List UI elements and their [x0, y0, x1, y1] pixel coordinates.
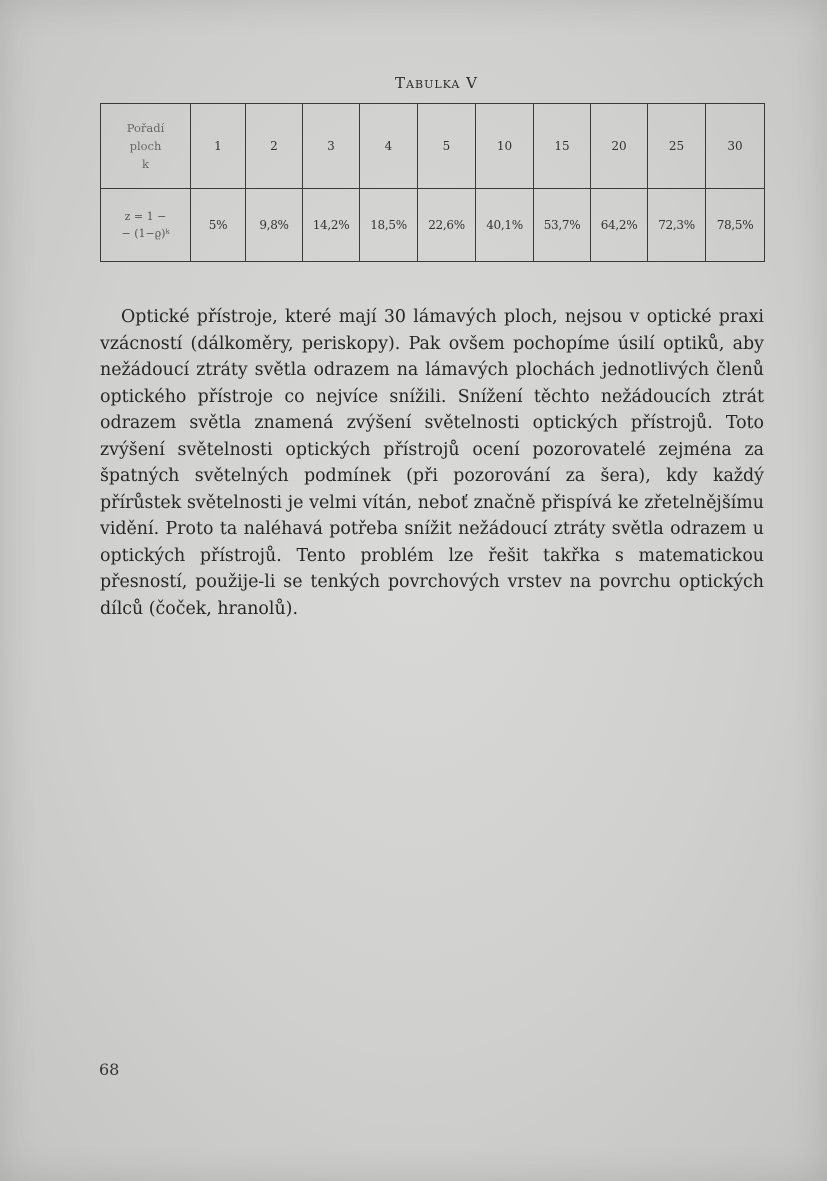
table-cell-value: 53,7% [534, 189, 591, 262]
table-cell-value: 72,3% [648, 189, 706, 262]
table-cell-value: 5% [191, 189, 246, 262]
row-header-formula: z = 1 − − (1−ϱ)ᵏ [101, 189, 191, 262]
table-cell-value: 40,1% [476, 189, 534, 262]
data-table [100, 103, 765, 262]
column-header: 30 [706, 104, 765, 189]
table-cell-value: 9,8% [246, 189, 303, 262]
table-cell-value: 22,6% [418, 189, 476, 262]
page-number: 68 [99, 1060, 120, 1079]
table-cell-value: 78,5% [706, 189, 765, 262]
column-header: 20 [591, 104, 648, 189]
column-header: 3 [303, 104, 360, 189]
body-paragraph: Optické přístroje, které mají 30 lámavých ploch, nejsou v optické praxi vzácností (dálkoměry, periskopy). Pak ovšem pochopíme úsilí optiků, aby nežádoucí ztráty světla odrazem na lámavých plochách jednotlivých členů optického přístroje co nejvíce snížili. Snížení těchto nežádoucích ztrát odrazem světla znamená zvýšení světelnosti optických přístrojů. Toto zvýšení světelnosti optických přístrojů ocení pozorovatelé zejména za špatných světelných podmínek (při pozorování za šera), kdy každý přírůstek světelnosti je velmi vítán, neboť značně přispívá ke zřetelnějšímu vidění. Proto ta naléhavá potřeba snížit nežádoucí ztráty světla odrazem u optických přístrojů. Tento problém lze řešit takřka s matematickou přesností, použije-li se tenkých povrchových vrstev na povrchu optických dílců (čoček, hranolů). [100, 307, 764, 619]
column-header: 4 [360, 104, 418, 189]
column-header: 2 [246, 104, 303, 189]
column-header: 25 [648, 104, 706, 189]
column-header: 10 [476, 104, 534, 189]
column-header: 15 [534, 104, 591, 189]
table-cell-value: 14,2% [303, 189, 360, 262]
table-cell-value: 18,5% [360, 189, 418, 262]
column-header: 5 [418, 104, 476, 189]
table-title: Tabulka V [395, 74, 478, 92]
table-row-k [101, 104, 765, 189]
table-row-z [101, 189, 765, 262]
column-header: 1 [191, 104, 246, 189]
row-header-order: Pořadí ploch k [101, 104, 191, 189]
table-cell-value: 64,2% [591, 189, 648, 262]
